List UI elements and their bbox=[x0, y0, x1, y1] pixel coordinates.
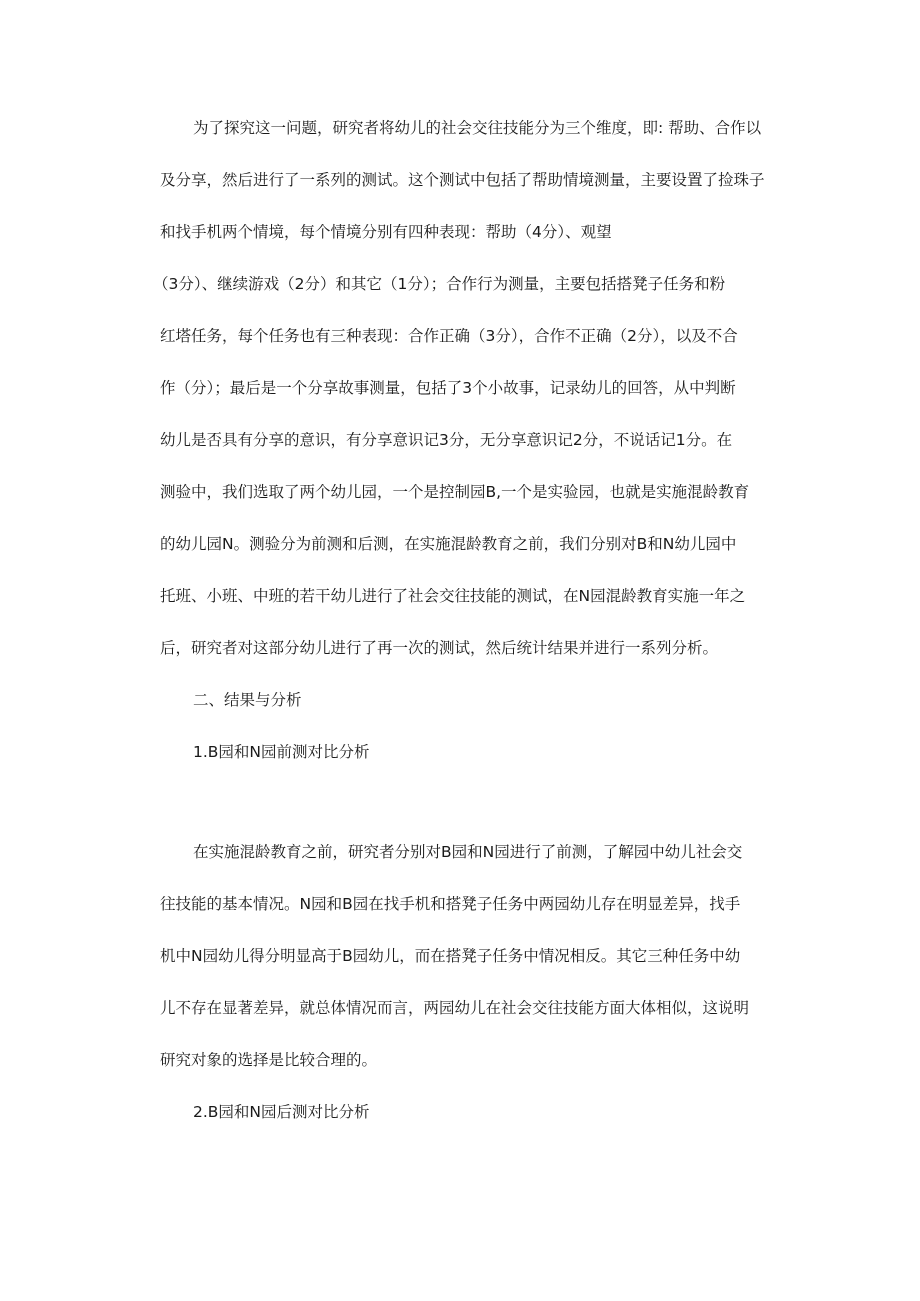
section-heading: 二、结果与分析 bbox=[193, 691, 302, 709]
paragraph-line: 和找手机两个情境，每个情境分别有四种表现：帮助（4分）、观望 bbox=[160, 223, 612, 241]
paragraph-line: 幼儿是否具有分享的意识，有分享意识记3分，无分享意识记2分，不说话记1分。在 bbox=[160, 431, 733, 449]
paragraph-line: 测验中，我们选取了两个幼儿园，一个是控制园B,一个是实验园，也就是实施混龄教育 bbox=[160, 483, 750, 501]
paragraph-line: 在实施混龄教育之前，研究者分别对B园和N园进行了前测，了解园中幼儿社会交 bbox=[193, 843, 743, 861]
paragraph-line: 红塔任务，每个任务也有三种表现：合作正确（3分），合作不正确（2分），以及不合 bbox=[160, 327, 738, 345]
paragraph-line: 后，研究者对这部分幼儿进行了再一次的测试，然后统计结果并进行一系列分析。 bbox=[160, 639, 719, 657]
paragraph-line: 机中N园幼儿得分明显高于B园幼儿，而在搭凳子任务中情况相反。其它三种任务中幼 bbox=[160, 947, 741, 965]
paragraph-line: （3分）、继续游戏（2分）和其它（1分）；合作行为测量，主要包括搭凳子任务和粉 bbox=[153, 275, 726, 293]
paragraph-line: 研究对象的选择是比较合理的。 bbox=[160, 1051, 378, 1069]
subheading-posttest: 2.B园和N园后测对比分析 bbox=[193, 1103, 370, 1121]
paragraph-line: 儿不存在显著差异，就总体情况而言，两园幼儿在社会交往技能方面大体相似，这说明 bbox=[160, 999, 750, 1017]
paragraph-line: 往技能的基本情况。N园和B园在找手机和搭凳子任务中两园幼儿存在明显差异，找手 bbox=[160, 895, 741, 913]
paragraph-line: 为了探究这一问题，研究者将幼儿的社会交往技能分为三个维度，即: 帮助、合作以 bbox=[193, 119, 762, 137]
paragraph-line: 及分享，然后进行了一系列的测试。这个测试中包括了帮助情境测量，主要设置了捡珠子 bbox=[160, 171, 765, 189]
paragraph-line: 作（分）；最后是一个分享故事测量，包括了3个小故事，记录幼儿的回答，从中判断 bbox=[160, 379, 736, 397]
subheading-pretest: 1.B园和N园前测对比分析 bbox=[193, 743, 370, 761]
paragraph-line: 的幼儿园N。测验分为前测和后测，在实施混龄教育之前，我们分别对B和N幼儿园中 bbox=[160, 535, 737, 553]
paragraph-line: 托班、小班、中班的若干幼儿进行了社会交往技能的测试，在N园混龄教育实施一年之 bbox=[160, 587, 746, 605]
